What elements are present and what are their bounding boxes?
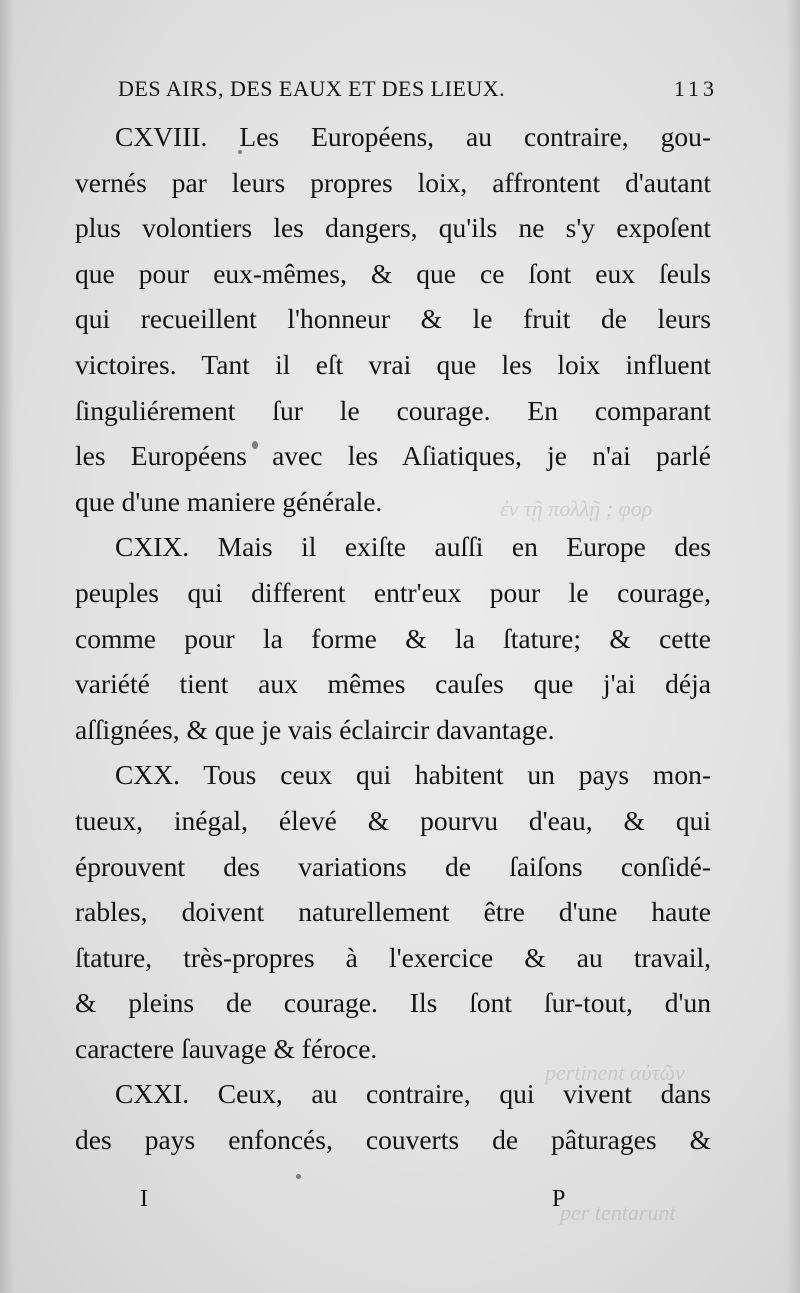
signature-marks xyxy=(140,1182,580,1216)
page-edge-right xyxy=(786,0,800,1293)
text-line: CXVIII. Les Européens, au contraire, gou- xyxy=(115,121,711,152)
page-edge-left xyxy=(0,0,14,1293)
text-line: ſtature, très-propres à l'exercice & au travail, xyxy=(75,941,711,973)
text-line: qui recueillent l'honneur & le fruit de leurs xyxy=(75,303,711,335)
show-through-text: ἐν τῇ πολλῇ ; φορ xyxy=(500,496,653,521)
text-line: rables, doivent naturellement être d'une haute xyxy=(75,896,711,928)
text-line: CXXI. Ceux, au contraire, qui vivent dans xyxy=(115,1078,711,1110)
text-line: peuples qui different entr'eux pour le courage, xyxy=(75,576,711,608)
page-number: 113 xyxy=(673,76,718,101)
text-line: que d'une maniere générale. xyxy=(75,485,383,517)
text-line: variété tient aux mêmes cauſes que j'ai déja xyxy=(75,668,711,700)
text-line: caractere ſauvage & féroce. xyxy=(75,1032,378,1064)
text-line: CXX. Tous ceux qui habitent un pays mon- xyxy=(115,759,711,791)
body-text xyxy=(75,114,711,1163)
ink-speck xyxy=(296,1174,301,1179)
text-line: victoires. Tant il eſt vrai que les loix influent xyxy=(75,348,711,380)
text-line: comme pour la forme & la ſtature; & cette xyxy=(75,622,711,654)
text-line: aſſignées, & que je vais éclaircir davantage. xyxy=(75,713,555,745)
text-line: & pleins de courage. Ils ſont ſur-tout, d'un xyxy=(75,987,711,1019)
text-line: éprouvent des variations de ſaiſons conſidé- xyxy=(75,850,711,882)
text-line: plus volontiers les dangers, qu'ils ne s'y expoſent xyxy=(75,212,711,244)
show-through-text: pertinent αὐτῶν xyxy=(545,1060,685,1085)
text-line: tueux, inégal, élevé & pourvu d'eau, & qui xyxy=(75,804,711,836)
text-line: des pays enfoncés, couverts de pâturages & xyxy=(75,1124,711,1156)
volume-mark: I xyxy=(140,1186,148,1212)
text-line: CXIX. Mais il exiſte auſſi en Europe des xyxy=(115,531,711,563)
sheet-signature: P xyxy=(552,1186,566,1212)
running-head xyxy=(118,72,718,106)
text-line: vernés par leurs propres loix, affrontent d'autant xyxy=(75,166,711,198)
running-head-title: DES AIRS, DES EAUX ET DES LIEUX. xyxy=(118,76,506,101)
text-line: que pour eux-mêmes, & que ce ſont eux ſeuls xyxy=(75,257,711,289)
text-line: les Européens avec les Aſiatiques, je n'ai parlé xyxy=(75,440,711,472)
text-line: ſinguliérement ſur le courage. En comparant xyxy=(75,394,711,426)
show-through-text: per tentarunt xyxy=(560,1200,676,1225)
